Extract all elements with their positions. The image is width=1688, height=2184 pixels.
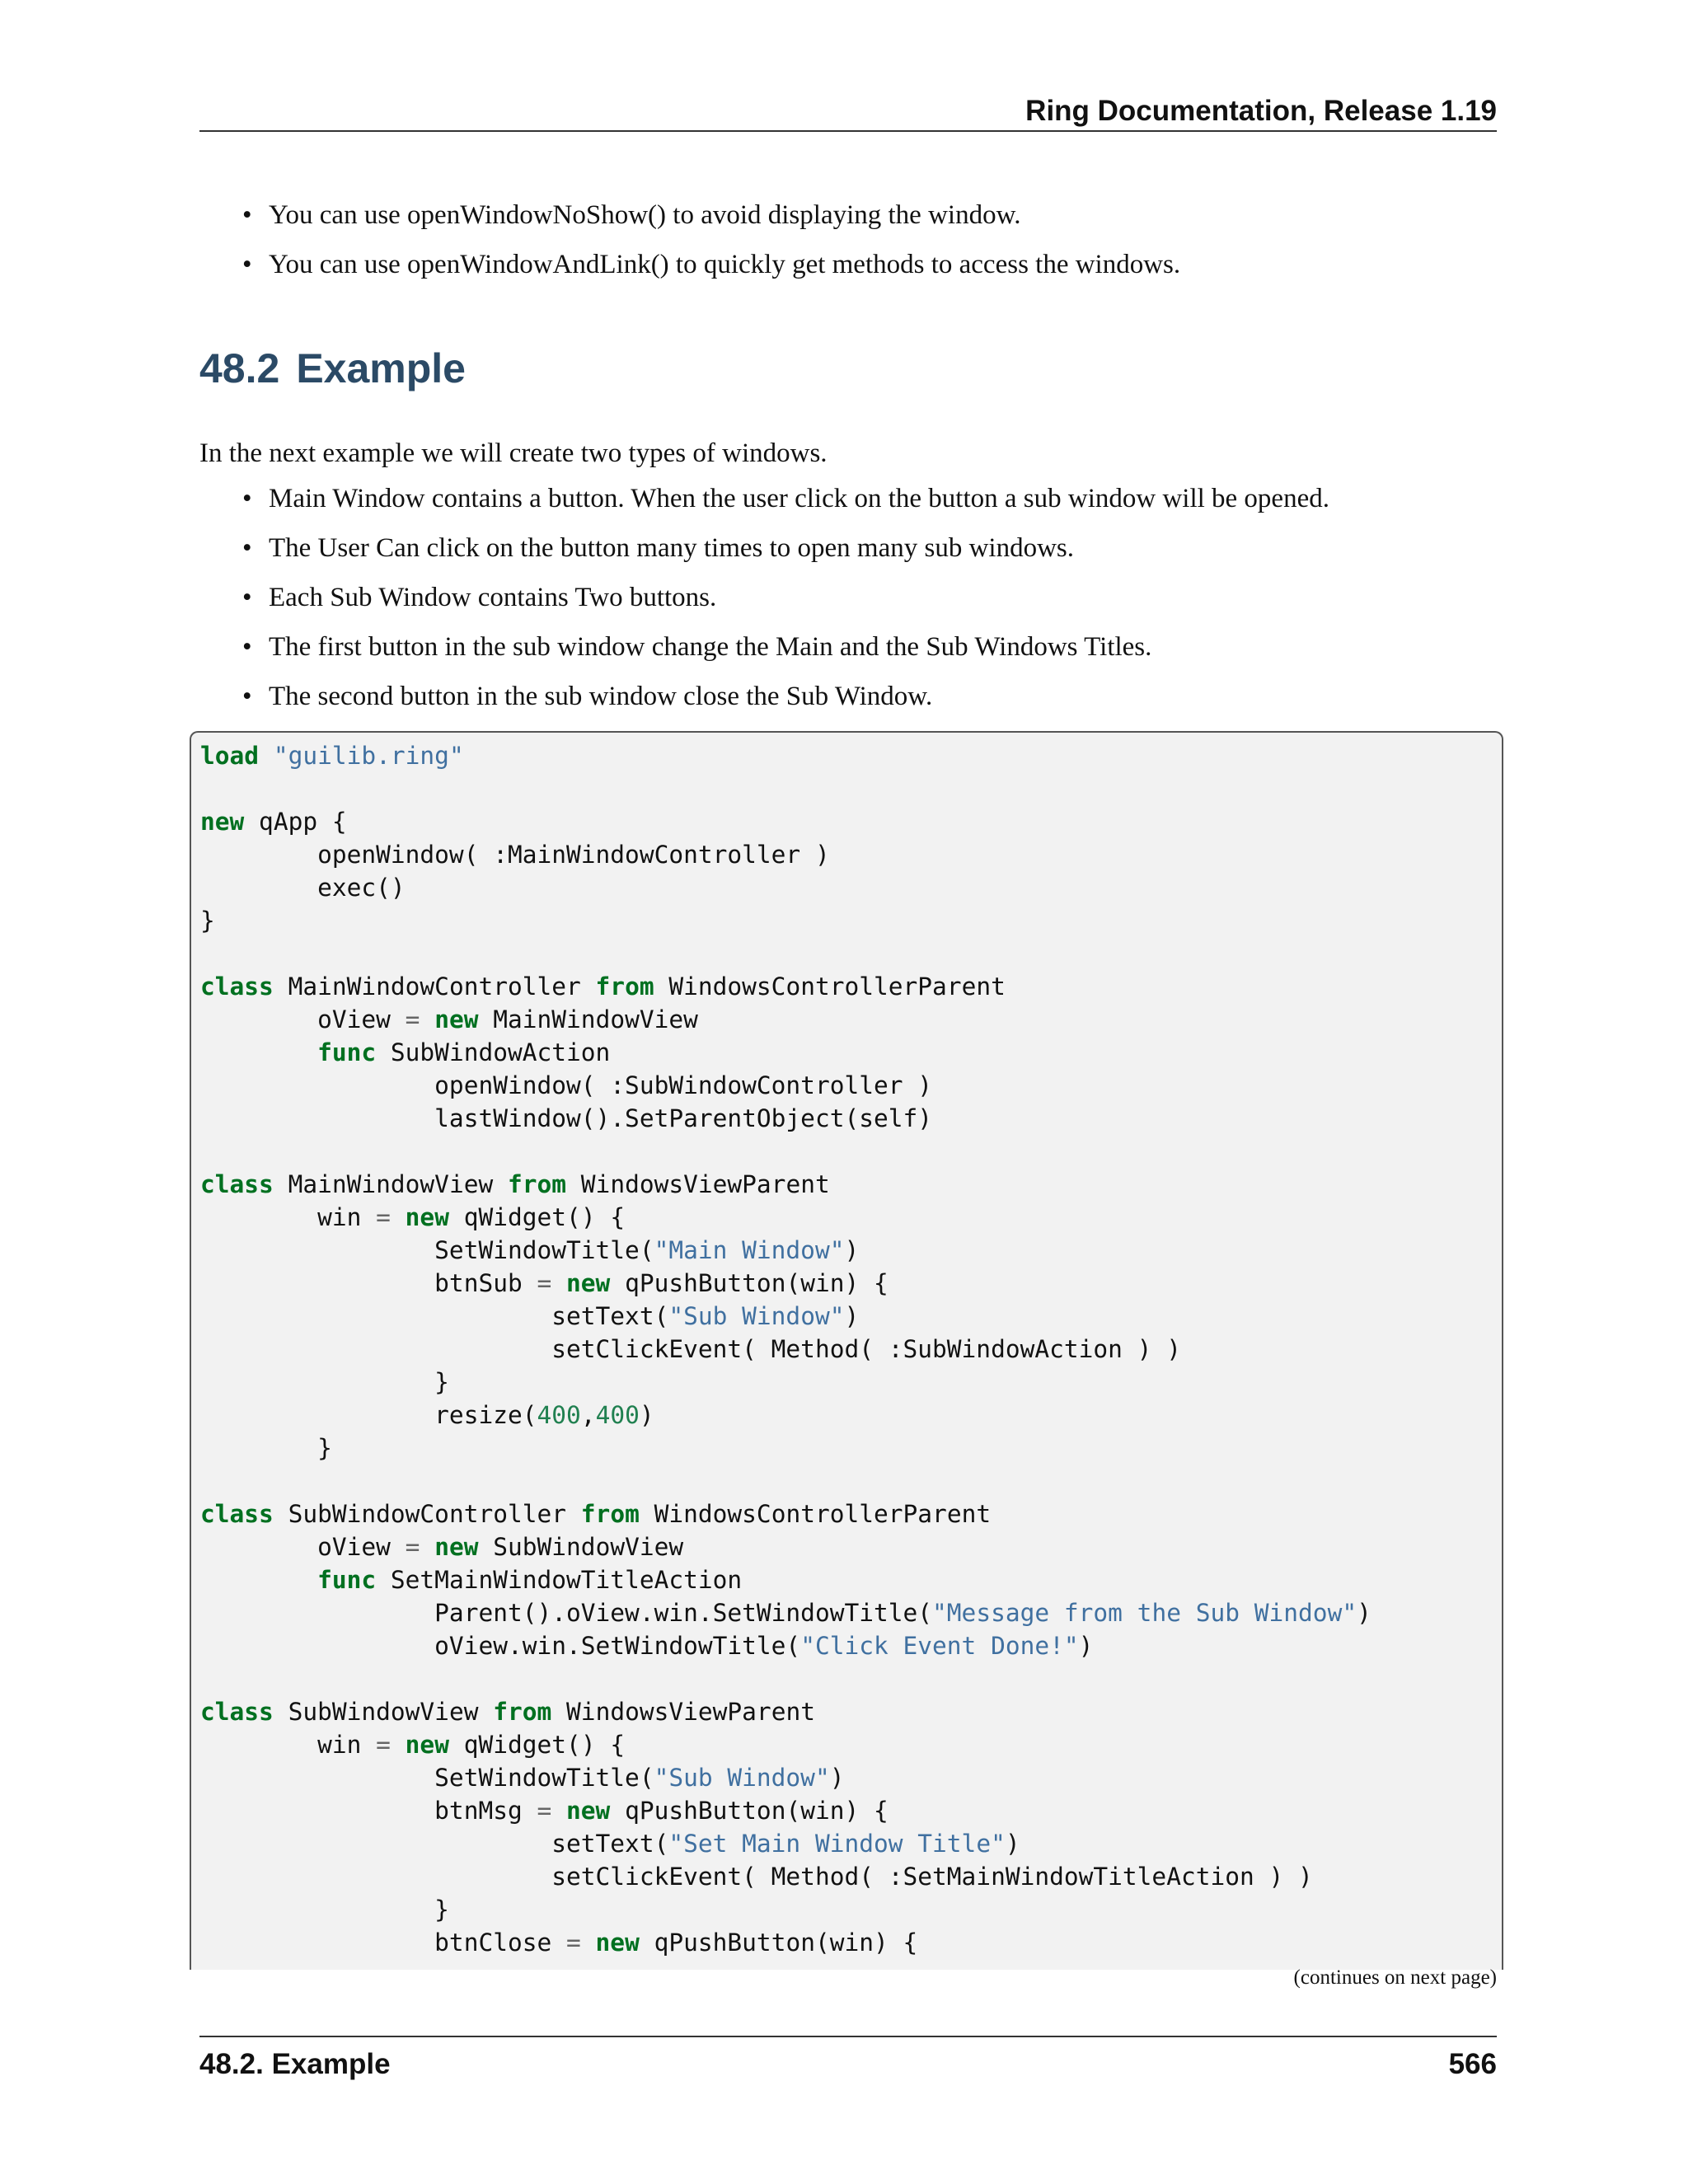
code-line: win = new qWidget() { xyxy=(200,1203,626,1231)
code-line: SetWindowTitle("Main Window") xyxy=(200,1236,860,1264)
code-line: class MainWindowController from WindowsControllerParent xyxy=(200,972,1006,1001)
code-line: func SubWindowAction xyxy=(317,1038,611,1066)
code-line: } xyxy=(200,1434,332,1462)
code-line: } xyxy=(200,907,215,935)
code-line: btnSub = new qPushButton(win) { xyxy=(200,1269,889,1297)
page-number: 566 xyxy=(1448,2048,1497,2080)
code-line: class MainWindowView from WindowsViewParent xyxy=(200,1170,830,1198)
list-item: • You can use openWindowAndLink() to quickly get methods to access the windows. xyxy=(199,240,1180,289)
code-block xyxy=(190,731,1503,1970)
section-title: Example xyxy=(296,345,466,391)
code-line: } xyxy=(200,1896,449,1924)
code-line: load "guilib.ring" xyxy=(200,742,464,770)
code-line: openWindow( :SubWindowController ) xyxy=(200,1071,933,1099)
section-heading xyxy=(199,340,466,397)
code-line: } xyxy=(200,1368,449,1396)
section-number: 48.2 xyxy=(199,345,280,391)
code-line: class SubWindowView from WindowsViewParent xyxy=(200,1698,815,1726)
code-line: setClickEvent( Method( :SubWindowAction ) ) xyxy=(200,1335,1181,1363)
code-line: func SetMainWindowTitleAction xyxy=(317,1566,743,1594)
code-line: btnClose = new qPushButton(win) { xyxy=(200,1929,918,1957)
example-bullet-list xyxy=(199,474,1329,721)
code-listing xyxy=(191,739,1502,1959)
code-line: exec() xyxy=(200,874,406,902)
list-item: • The first button in the sub window change the Main and the Sub Windows Titles. xyxy=(199,622,1329,672)
list-item: • The second button in the sub window close the Sub Window. xyxy=(199,672,1329,721)
list-item: • Each Sub Window contains Two buttons. xyxy=(199,573,1329,622)
code-line: new qApp { xyxy=(200,808,347,836)
code-line: oView.win.SetWindowTitle("Click Event Done!") xyxy=(200,1632,1094,1660)
code-line: resize(400,400) xyxy=(200,1401,654,1429)
code-line: openWindow( :MainWindowController ) xyxy=(200,841,830,869)
intro-paragraph: In the next example we will create two types of windows. xyxy=(199,438,828,468)
header-title: Ring Documentation, Release 1.19 xyxy=(1025,95,1497,127)
code-line: setText("Set Main Window Title") xyxy=(200,1830,1020,1858)
code-line: SetWindowTitle("Sub Window") xyxy=(200,1764,845,1792)
code-line: win = new qWidget() { xyxy=(200,1731,626,1759)
continues-note: (continues on next page) xyxy=(1293,1966,1497,1989)
code-line: class SubWindowController from WindowsControllerParent xyxy=(200,1500,992,1528)
list-item: • You can use openWindowNoShow() to avoid displaying the window. xyxy=(199,190,1180,240)
page-footer xyxy=(199,2036,1497,2087)
page-header xyxy=(199,92,1497,132)
code-line: oView = new MainWindowView xyxy=(200,1005,698,1033)
code-line: btnMsg = new qPushButton(win) { xyxy=(200,1797,889,1825)
code-line: lastWindow().SetParentObject(self) xyxy=(200,1104,933,1132)
list-item: • The User Can click on the button many times to open many sub windows. xyxy=(199,523,1329,573)
code-line: Parent().oView.win.SetWindowTitle("Message from the Sub Window") xyxy=(200,1599,1372,1627)
code-line: oView = new SubWindowView xyxy=(200,1533,684,1561)
list-item: • Main Window contains a button. When the user click on the button a sub window will be opened. xyxy=(199,474,1329,523)
code-line: setText("Sub Window") xyxy=(200,1302,860,1330)
footer-section-label: 48.2. Example xyxy=(199,2048,391,2080)
code-line: setClickEvent( Method( :SetMainWindowTitleAction ) ) xyxy=(200,1863,1313,1891)
top-bullet-list xyxy=(199,190,1180,289)
